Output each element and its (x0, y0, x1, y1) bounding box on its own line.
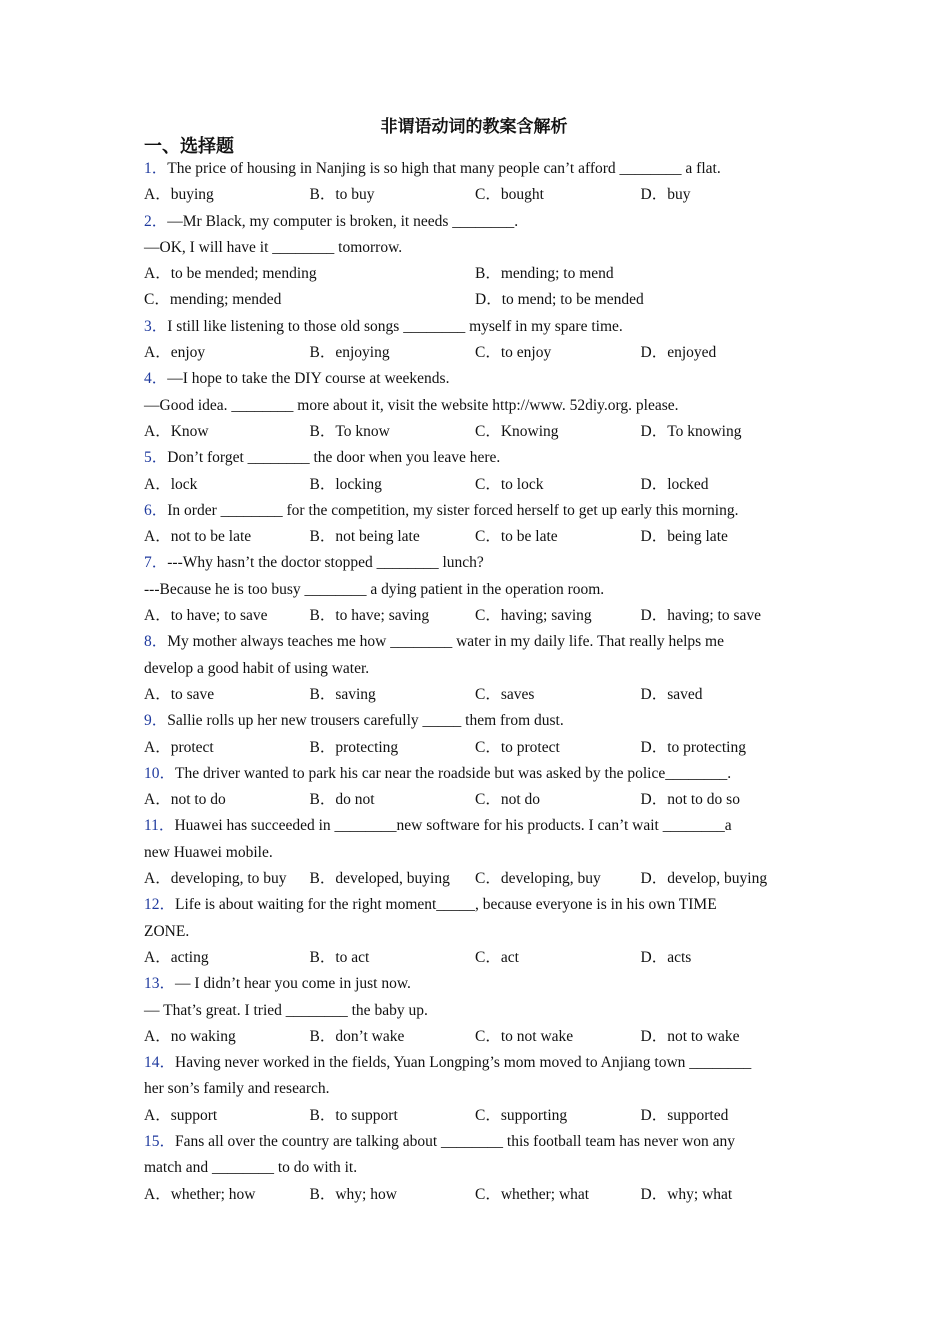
answer-option[interactable]: A．support (144, 1106, 218, 1124)
answer-option[interactable]: C．supporting (475, 1106, 568, 1124)
answer-option[interactable]: B．to act (309, 948, 370, 966)
answer-option[interactable]: D．not to wake (640, 1027, 740, 1045)
question-text: —Good idea. ________ more about it, visit the website http://www. 52diy.org. please. (144, 396, 679, 414)
answer-option[interactable]: B．to support (309, 1106, 398, 1124)
answer-option[interactable]: D．to mend; to be mended (475, 291, 644, 309)
question-text: ---Because he is too busy ________ a dying patient in the operation room. (144, 580, 605, 598)
answer-option[interactable]: A．not to do (144, 791, 226, 809)
answer-option[interactable]: D．why; what (640, 1185, 733, 1203)
answer-option[interactable]: A．enjoy (144, 344, 206, 362)
answer-option[interactable]: A．acting (144, 948, 209, 966)
answer-options (144, 472, 806, 498)
question-text: Life is about waiting for the right moment_____, because everyone is in his own TIME (175, 896, 717, 914)
answer-option[interactable]: C．bought (475, 186, 544, 204)
answer-option[interactable]: B．to buy (309, 186, 375, 204)
question-stem (144, 156, 806, 182)
question-item (144, 550, 806, 629)
question-item (144, 629, 806, 708)
question-text: — I didn’t hear you come in just now. (175, 975, 411, 993)
answer-options (144, 682, 806, 708)
answer-options (144, 1103, 806, 1129)
question-text: The price of housing in Nanjing is so high that many people can’t afford ________ a flat. (167, 160, 721, 177)
document-page (144, 112, 806, 1208)
answer-options (144, 866, 806, 892)
answer-options (144, 945, 806, 971)
question-item (144, 813, 806, 892)
question-item (144, 314, 806, 367)
question-stem (144, 629, 806, 655)
question-item (144, 1129, 806, 1208)
answer-option[interactable]: C．saves (475, 685, 535, 703)
answer-option[interactable]: A．whether; how (144, 1185, 256, 1203)
answer-option[interactable]: C．mending; mended (144, 291, 282, 309)
answer-option[interactable]: A．Know (144, 422, 209, 440)
answer-option[interactable]: A．to be mended; mending (144, 265, 317, 283)
answer-option[interactable]: D．acts (640, 948, 692, 966)
answer-option[interactable]: B．don’t wake (309, 1027, 405, 1045)
answer-options (144, 1024, 806, 1050)
answer-option[interactable]: C．to enjoy (475, 344, 552, 362)
question-item (144, 209, 806, 314)
question-text: —Mr Black, my computer is broken, it needs ________. (167, 212, 519, 230)
question-number: 9． (144, 712, 168, 730)
question-stem (144, 1050, 806, 1076)
question-item (144, 366, 806, 445)
question-number: 5． (144, 449, 168, 467)
question-number: 12． (144, 896, 176, 914)
question-number: 14． (144, 1054, 176, 1072)
question-stem-continued (144, 998, 806, 1024)
question-stem (144, 550, 806, 576)
question-stem-continued (144, 393, 806, 419)
question-text: develop a good habit of using water. (144, 659, 370, 677)
answer-option[interactable]: D．To knowing (640, 422, 742, 440)
question-item (144, 445, 806, 498)
document-title: 非谓语动词的教案含解析 (380, 117, 568, 136)
question-number: 3． (144, 317, 168, 335)
question-list (144, 156, 806, 1208)
question-number: 4． (144, 370, 168, 388)
question-stem (144, 314, 806, 340)
question-item (144, 971, 806, 1050)
answer-option[interactable]: C．whether; what (475, 1185, 590, 1203)
question-item (144, 156, 806, 209)
question-text: I still like listening to those old songs ________ myself in my spare time. (167, 317, 623, 335)
question-text: ZONE. (144, 922, 190, 940)
answer-option[interactable]: D．locked (640, 475, 709, 493)
answer-options (144, 787, 806, 813)
answer-options (144, 287, 806, 313)
question-stem (144, 1129, 806, 1155)
question-text: In order ________ for the competition, my sister forced herself to get up early this morning. (167, 501, 739, 519)
question-text: Fans all over the country are talking about ________ this football team has never won any (175, 1132, 736, 1150)
question-number: 1． (144, 160, 168, 177)
answer-option[interactable]: D．having; to save (640, 607, 762, 625)
question-stem-continued (144, 1076, 806, 1102)
answer-option[interactable]: B．do not (309, 791, 375, 809)
question-text: her son’s family and research. (144, 1080, 330, 1098)
answer-option[interactable]: B．saving (309, 685, 376, 703)
question-stem (144, 892, 806, 918)
section-heading: 一、选择题 (144, 136, 234, 156)
answer-option[interactable]: B．developed, buying (309, 870, 450, 888)
answer-option[interactable]: A．protect (144, 738, 214, 756)
question-item (144, 892, 806, 971)
answer-option[interactable]: B．to have; saving (309, 607, 430, 625)
question-stem (144, 445, 806, 471)
answer-option[interactable]: C．developing, buy (475, 870, 601, 888)
answer-option[interactable]: D．saved (640, 685, 703, 703)
answer-option[interactable]: C．not do (475, 791, 541, 809)
answer-options (144, 524, 806, 550)
question-number: 13． (144, 975, 176, 993)
answer-option[interactable]: B．To know (309, 422, 390, 440)
question-text: — That’s great. I tried ________ the baby up. (144, 1001, 428, 1019)
question-stem-continued (144, 1155, 806, 1181)
answer-option[interactable]: C．to not wake (475, 1027, 574, 1045)
question-number: 15． (144, 1132, 176, 1150)
answer-options (144, 340, 806, 366)
question-stem (144, 761, 806, 787)
question-text: ---Why hasn’t the doctor stopped ________ lunch? (167, 554, 484, 572)
question-stem (144, 366, 806, 392)
answer-options (144, 735, 806, 761)
question-text: My mother always teaches me how ________ water in my daily life. That really helps me (167, 633, 724, 651)
question-number: 6． (144, 501, 168, 519)
question-number: 11． (144, 817, 175, 835)
answer-option[interactable]: D．being late (640, 528, 728, 546)
answer-option[interactable]: C．act (475, 948, 519, 966)
answer-option[interactable]: D．not to do so (640, 791, 740, 809)
answer-option[interactable]: C．Knowing (475, 422, 559, 440)
answer-option[interactable]: B．not being late (309, 528, 420, 546)
answer-option[interactable]: C．to be late (475, 528, 558, 546)
answer-options (144, 182, 806, 208)
answer-option[interactable]: D．develop, buying (640, 870, 768, 888)
answer-option[interactable]: A．to save (144, 685, 215, 703)
question-number: 2． (144, 212, 168, 230)
question-stem-continued (144, 919, 806, 945)
answer-options (144, 1182, 806, 1208)
answer-option[interactable]: C．having; saving (475, 607, 592, 625)
answer-option[interactable]: D．to protecting (640, 738, 746, 756)
question-text: —OK, I will have it ________ tomorrow. (144, 238, 403, 256)
answer-option[interactable]: A．developing, to buy (144, 870, 287, 888)
answer-option[interactable]: D．buy (640, 186, 691, 204)
question-number: 7． (144, 554, 168, 572)
answer-option[interactable]: A．to have; to save (144, 607, 268, 625)
question-text: Having never worked in the fields, Yuan Longping’s mom moved to Anjiang town ________ (175, 1054, 752, 1072)
question-stem (144, 813, 806, 839)
answer-option[interactable]: B．protecting (309, 738, 399, 756)
question-text: The driver wanted to park his car near the roadside but was asked by the police________. (175, 764, 732, 782)
question-item (144, 498, 806, 551)
answer-option[interactable]: B．mending; to mend (475, 265, 614, 283)
question-stem (144, 971, 806, 997)
question-item (144, 708, 806, 761)
question-text: Don’t forget ________ the door when you leave here. (167, 449, 501, 467)
question-stem-continued (144, 577, 806, 603)
question-text: Huawei has succeeded in ________new software for his products. I can’t wait ________a (174, 817, 732, 835)
answer-option[interactable]: D．enjoyed (640, 344, 717, 362)
question-stem (144, 498, 806, 524)
answer-option[interactable]: B．locking (309, 475, 382, 493)
question-number: 8． (144, 633, 168, 651)
question-text: match and ________ to do with it. (144, 1159, 358, 1177)
answer-option[interactable]: A．not to be late (144, 528, 252, 546)
answer-options (144, 261, 806, 287)
answer-options (144, 419, 806, 445)
answer-option[interactable]: C．to protect (475, 738, 560, 756)
answer-option[interactable]: A．buying (144, 186, 214, 204)
answer-option[interactable]: B．enjoying (309, 344, 390, 362)
answer-option[interactable]: A．no waking (144, 1027, 236, 1045)
question-item (144, 1050, 806, 1129)
question-stem-continued (144, 235, 806, 261)
answer-option[interactable]: C．to lock (475, 475, 544, 493)
answer-option[interactable]: B．why; how (309, 1185, 397, 1203)
answer-option[interactable]: D．supported (640, 1106, 729, 1124)
question-number: 10． (144, 764, 176, 782)
answer-options (144, 603, 806, 629)
question-stem-continued (144, 840, 806, 866)
question-item (144, 761, 806, 814)
answer-option[interactable]: A．lock (144, 475, 198, 493)
question-text: Sallie rolls up her new trousers carefully _____ them from dust. (167, 712, 564, 730)
question-stem (144, 209, 806, 235)
question-stem (144, 708, 806, 734)
question-stem-continued (144, 656, 806, 682)
question-text: —I hope to take the DIY course at weekends. (167, 370, 450, 388)
question-text: new Huawei mobile. (144, 843, 273, 861)
